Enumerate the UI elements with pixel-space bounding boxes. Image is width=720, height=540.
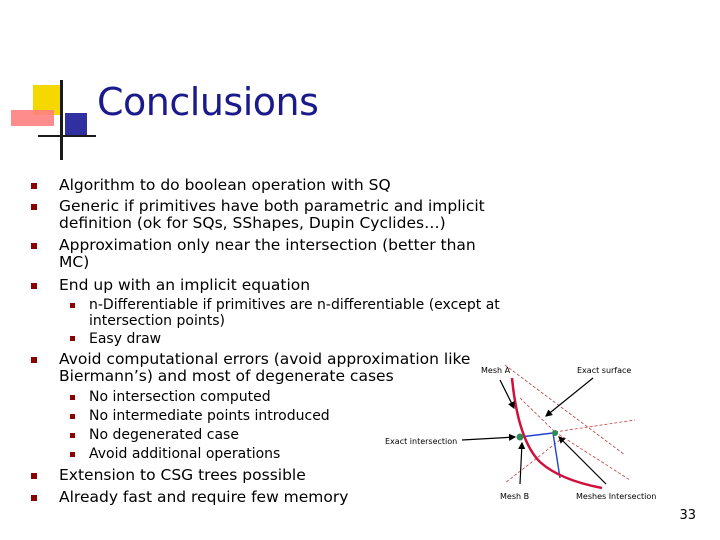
bullet-item: End up with an implicit equation: [59, 276, 311, 294]
bullet-item: Avoid computational errors (avoid approximation like Biermann’s) and most of degenerate cases: [59, 350, 471, 385]
dashed-line: [505, 440, 560, 483]
bullet-item: Extension to CSG trees possible: [59, 466, 306, 484]
page-number: 33: [679, 508, 696, 523]
intersection-point: [517, 434, 524, 441]
dashed-line: [520, 398, 555, 432]
bullet-item: Generic if primitives have both parametric and implicit definition (ok for SQs, SShapes, Dupin Cyclides…): [59, 197, 485, 232]
sub-bullet-item: No degenerated case: [89, 427, 239, 443]
label-mesh-a: Mesh A: [481, 366, 511, 375]
intersection-point: [552, 430, 558, 436]
bullet-item: Approximation only near the intersection (better than MC): [59, 236, 476, 271]
dashed-line: [505, 365, 625, 455]
sub-bullet-item: n-Differentiable if primitives are n-differentiable (except at intersection points): [89, 297, 500, 329]
sub-bullet-item: No intermediate points introduced: [89, 408, 330, 424]
label-exact-intersection: Exact intersection: [385, 437, 458, 446]
arrow-mesh-b: [520, 443, 522, 484]
arrow-exact-surface: [546, 378, 593, 416]
dashed-line: [555, 432, 630, 480]
arrow-exact-intersection: [462, 437, 515, 440]
sub-bullet-item: Easy draw: [89, 331, 162, 347]
label-mesh-b: Mesh B: [500, 492, 530, 501]
sub-bullet-item: No intersection computed: [89, 389, 271, 405]
dashed-line: [555, 420, 635, 432]
bullet-item: Already fast and require few memory: [59, 488, 349, 506]
sub-bullet-item: Avoid additional operations: [89, 446, 281, 462]
bullet-item: Algorithm to do boolean operation with SQ: [59, 176, 391, 194]
page-title: Conclusions: [97, 80, 319, 124]
label-meshes-intersection: Meshes Intersection: [576, 492, 657, 501]
label-exact-surface: Exact surface: [577, 366, 632, 375]
